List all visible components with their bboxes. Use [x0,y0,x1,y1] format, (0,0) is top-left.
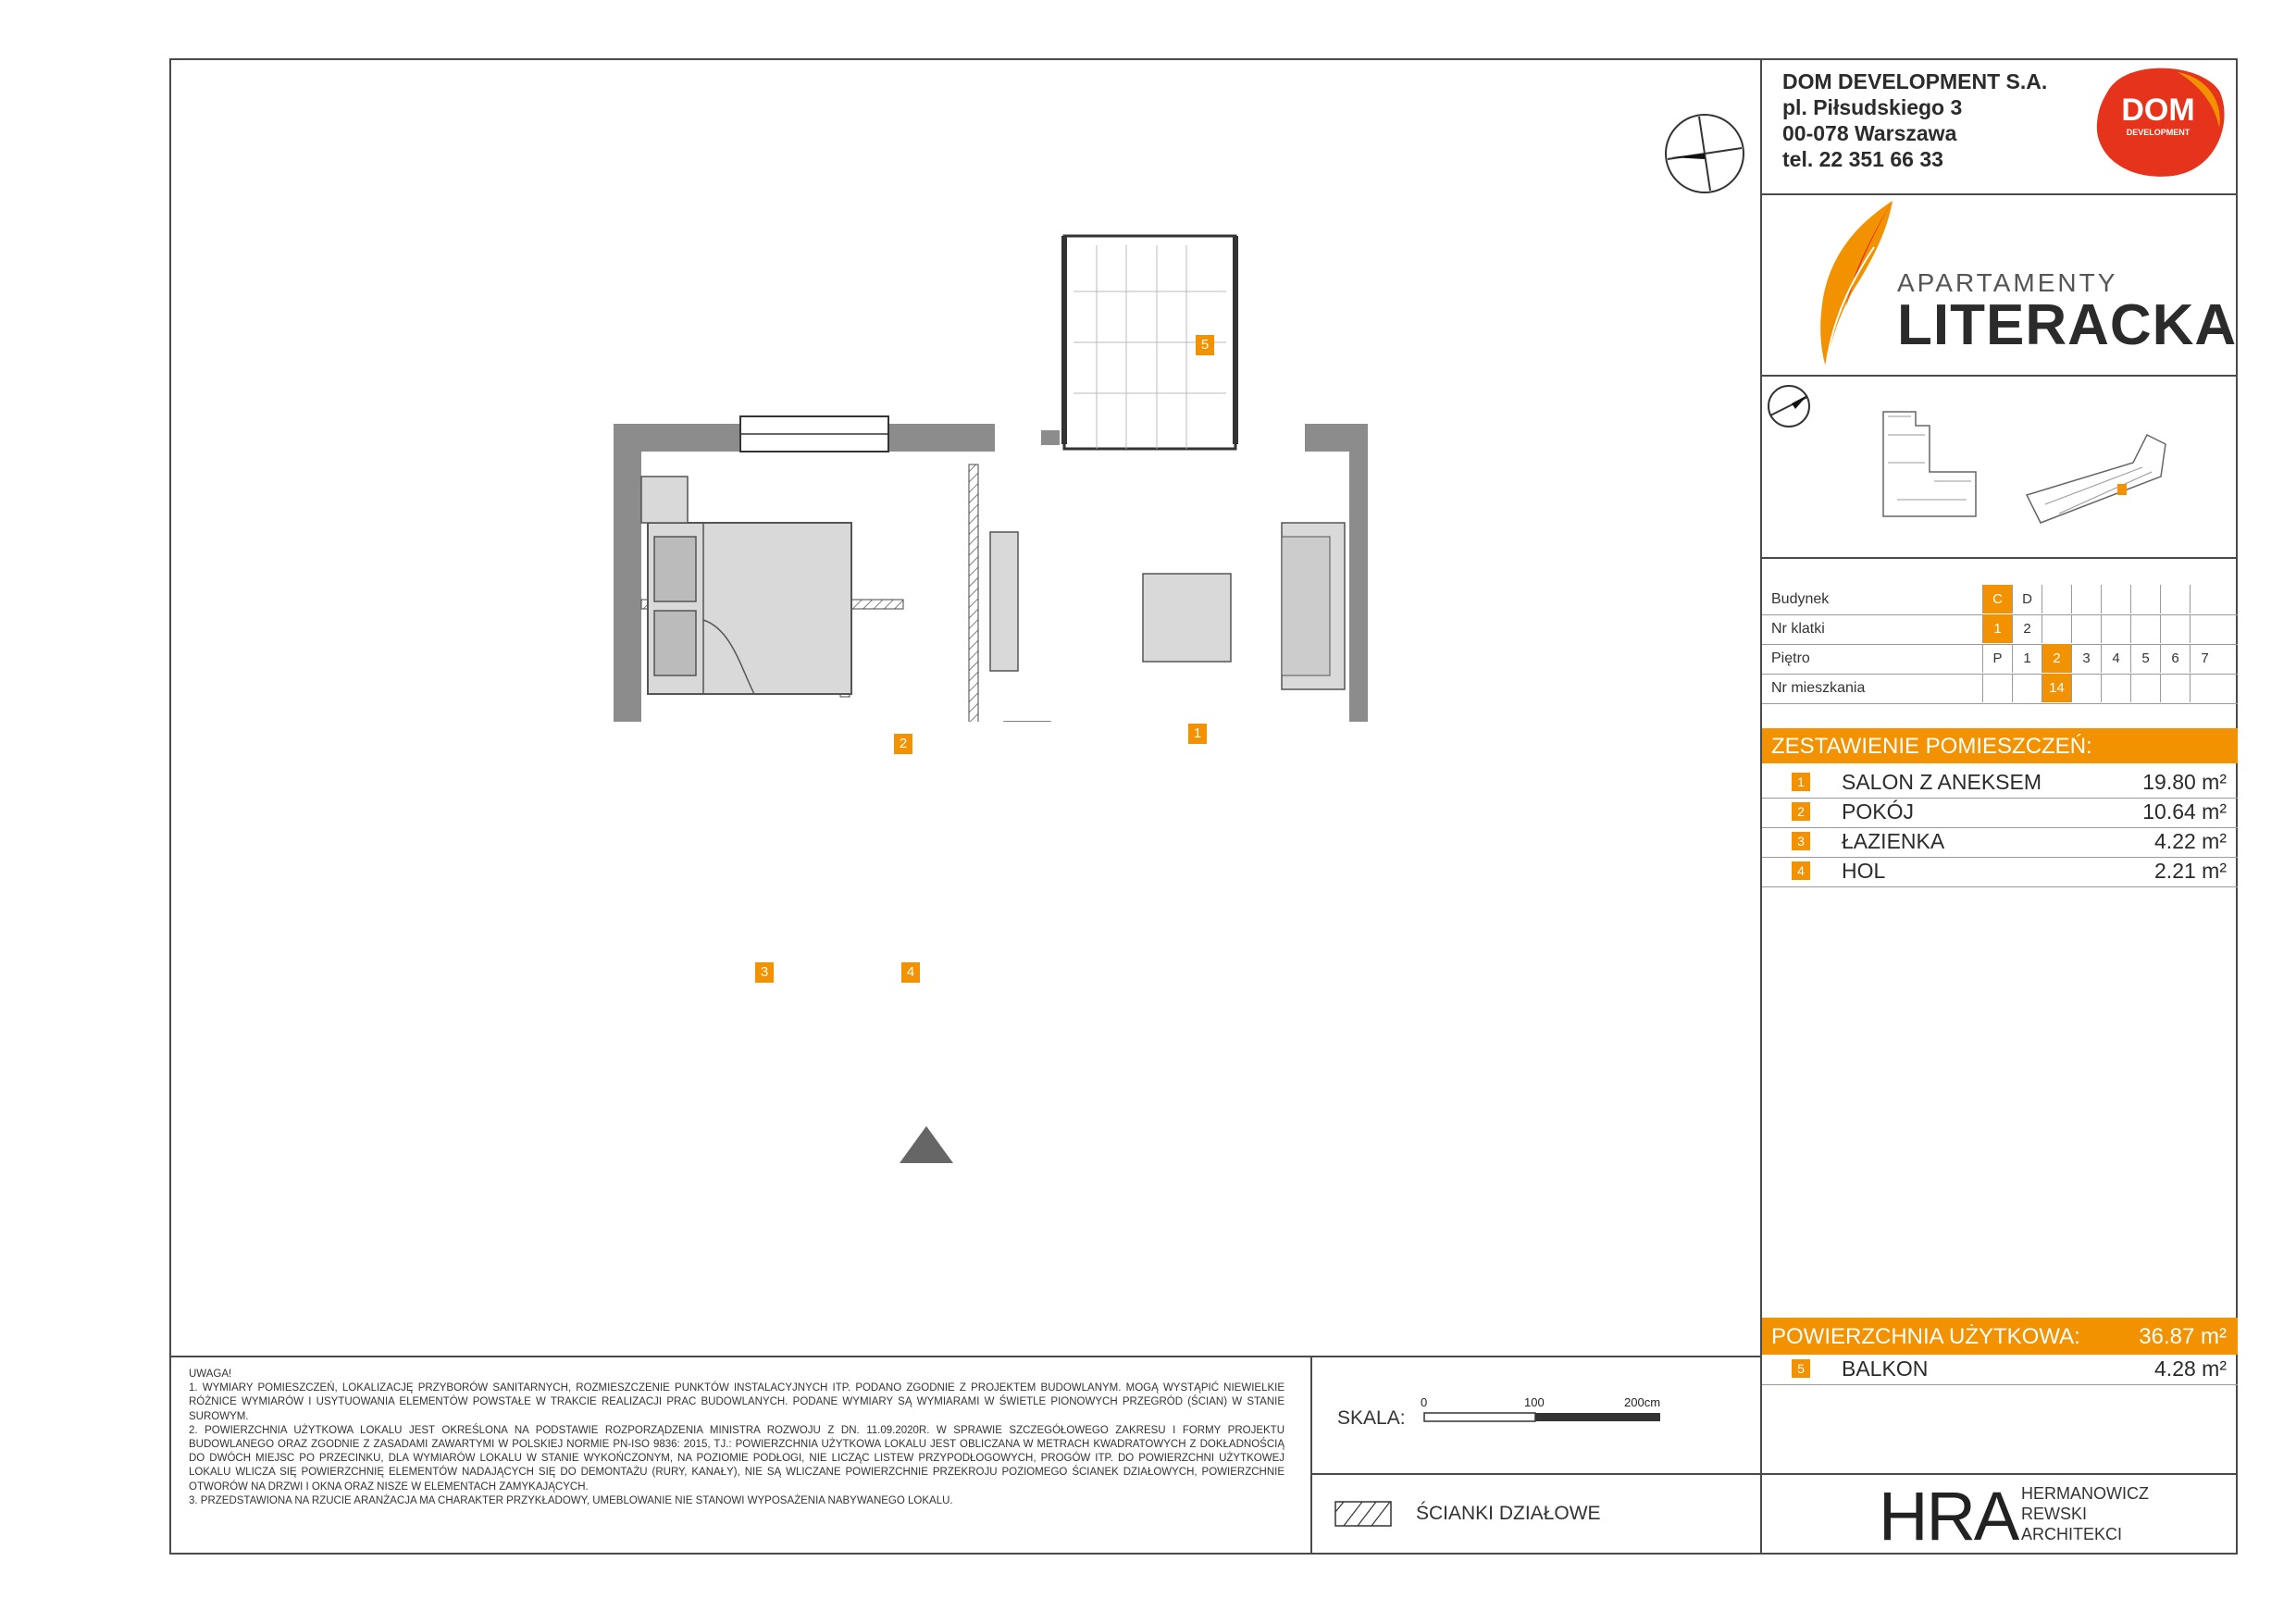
location-cell: 6 [2160,644,2190,673]
location-cell [2071,614,2101,643]
location-row [1762,674,2238,704]
rooms-header-label: ZESTAWIENIE POMIESZCZEŃ: [1771,734,2092,759]
architect-line2: REWSKI [2021,1505,2088,1523]
scale-tick-100: 100 [1524,1395,1545,1409]
location-cell: 1 [1982,614,2012,643]
usable-area-label: POWIERZCHNIA UŻYTKOWA: [1771,1324,2080,1349]
location-row [1762,644,2238,675]
location-cell: 3 [2071,644,2101,673]
nightstand [641,477,688,523]
building-keyplan-left [1879,407,1980,518]
entrance-marker-icon [898,1124,955,1166]
scale-label: SKALA: [1337,1407,1406,1429]
location-cell [2160,585,2190,613]
location-cell: 2 [2012,614,2042,643]
usable-area-value: 36.87 m² [2139,1324,2227,1349]
notes-title: UWAGA! [189,1369,232,1380]
project-title-line1: APARTAMENTY [1897,268,2118,297]
location-cell [2101,674,2130,702]
room-num: 1 [1792,773,1810,791]
balcony-divider [1760,1473,2238,1475]
coffee-table [1143,574,1231,662]
bed [648,523,851,694]
location-cell: 2 [2042,644,2071,673]
keyplan-divider [1760,557,2238,559]
location-cell: 4 [2101,644,2130,673]
scale-tick-200: 200cm [1624,1395,1661,1409]
location-row-label: Piętro [1771,650,1810,666]
location-cell [2190,614,2219,643]
note-3: 3. PRZEDSTAWIONA NA RZUCIE ARANŻACJA MA CHARAKTER PRZYKŁADOWY, UMEBLOWANIE NIE STANOWI WYPOSAŻENIA NABYWANEGO LOKALU. [189,1494,953,1506]
architect-mark: HRA [1879,1478,2018,1555]
notes-block [189,1368,1285,1508]
project-title-line2: LITERACKA [1897,293,2238,357]
company-name: DOM DEVELOPMENT S.A. [1782,69,2048,93]
balcony-row [1762,1355,2238,1385]
room-area: 19.80 m² [2142,770,2227,794]
location-cell: 7 [2190,644,2219,673]
note-1: 1. WYMIARY POMIESZCZEŃ, LOKALIZACJĘ PRZYBORÓW SANITARNYCH, ROZMIESZCZENIE PUNKTÓW INSTALACYJNYCH ITP. PODANO ZGODNIE Z PROJEKTEM BUDOWLANYM. MOGĄ WYSTĄPIĆ NIEWIELKIE RÓŻNICE WYMIARÓW I USYTUOWANIA ELEMENTÓW POWSTAŁE W TRAKCIE REALIZACJI PRAC BUDOWLANYCH. PODANE WYMIARY SĄ WYMIARAMI W ŚWIETLE PIONOWYCH PRZEGRÓD (ŚCIAN) W STANIE SUROWYM. [189,1382,1285,1422]
room-area: 2.21 m² [2154,859,2227,883]
architect-line3: ARCHITEKCI [2021,1525,2123,1543]
location-cell: 14 [2042,674,2071,702]
dom-development-logo [2090,63,2227,181]
company-info [1782,68,2047,172]
keyplan-north-icon [1766,383,1812,429]
partition-legend-label: ŚCIANKI DZIAŁOWE [1416,1503,1601,1524]
north-arrow-icon [1662,111,1747,196]
note-2: 2. POWIERZCHNIA UŻYTKOWA LOKALU JEST OKREŚLONA NA PODSTAWIE ROZPORZĄDZENIA MINISTRA ROZWOJU Z DN. 11.09.2020R. W SPRAWIE SZCZEGÓŁOWEGO ZAKRESU I FORMY PROJEKTU BUDOWLANEGO ORAZ ZGODNIE Z ZASADAMI ZAWARTYMI W POLSKIEJ NORMIE PN-ISO 9836: 2015, TJ.: POWIERZCHNIA UŻYTKOWA LOKALU JEST OBLICZANA W METRACH KWADRATOWYCH Z DOKŁADNOŚCIĄ DO DWÓCH MIEJSC PO PRZECINKU, DLA WYMIARÓW LOKALU W STANIE WYKOŃCZONYM, NA POZIOMIE PODŁOGI, NIE LICZĄC LISTEW PRZYPODŁOGOWYCH, PROGÓW ITP. DO POWIERZCHNI UŻYTKOWEJ LOKALU WLICZA SIĘ POWIERZCHNIĘ ELEMENTÓW NADAJĄCYCH SIĘ DO DEMONTAŻU (RURY, KANAŁY), NIE SĄ WLICZANE POWIERZCHNIE PRZEKROJU POZIOMEGO ŚCIANEK DZIAŁOWYCH, POWIERZCHNIE OTWORÓW NA DRZWI I OKNA ORAZ NISZE W ELEMENTACH ZAMYKAJĄCYCH. [189,1424,1285,1493]
feather-logo-icon [1809,196,1897,372]
balcony-num: 5 [1792,1359,1810,1378]
company-address-city: 00-078 Warszawa [1782,121,1957,145]
usable-area-bar [1762,1318,2238,1355]
location-cell: 5 [2130,644,2160,673]
company-address-street: pl. Piłsudskiego 3 [1782,95,1963,119]
location-cell [2130,674,2160,702]
room-num: 4 [1792,861,1810,880]
company-divider [1760,193,2238,195]
room-row [1762,827,2238,858]
rooms-header [1762,728,2238,763]
location-cell [1982,674,2012,702]
notes-divider [1310,1356,1312,1555]
scale-divider [1310,1473,1761,1475]
plan-label-3: 3 [755,962,774,983]
location-cell: 1 [2012,644,2042,673]
room-area: 10.64 m² [2142,799,2227,824]
location-row [1762,585,2238,615]
sofa [1282,523,1345,689]
balcony-name: BALKON [1842,1357,1929,1381]
plan-label-4: 4 [901,962,920,983]
footer-divider [169,1356,1761,1357]
company-phone: tel. 22 351 66 33 [1782,147,1943,171]
location-cell [2042,614,2071,643]
plan-label-5: 5 [1196,335,1214,355]
room-num: 2 [1792,802,1810,821]
location-cell [2101,614,2130,643]
location-row [1762,614,2238,645]
location-row-label: Budynek [1771,591,1830,607]
building-keyplan-right [2022,426,2170,527]
location-cell [2071,585,2101,613]
location-row-label: Nr mieszkania [1771,680,1866,696]
location-cell [2101,585,2130,613]
partition-legend-swatch [1334,1501,1392,1527]
room-name: HOL [1842,859,1886,883]
architect-logo [1879,1477,2175,1555]
location-cell [2160,614,2190,643]
plan-label-1: 1 [1188,724,1207,744]
dom-logo-subtext: DEVELOPMENT [2126,128,2191,137]
scale-bar [1423,1412,1664,1425]
location-cell: D [2012,585,2042,613]
room-row [1762,768,2238,799]
location-cell [2130,614,2160,643]
floor-plan [602,231,1434,722]
scale-tick-0: 0 [1421,1395,1428,1409]
architect-line1: HERMANOWICZ [2021,1484,2149,1503]
room-row [1762,798,2238,828]
location-cell [2190,585,2219,613]
room-row [1762,857,2238,887]
room-name: POKÓJ [1842,799,1914,824]
balcony-area: 4.28 m² [2154,1357,2227,1381]
tv-cabinet [990,532,1018,671]
room-num: 3 [1792,832,1810,850]
room-area: 4.22 m² [2154,829,2227,853]
plan-label-2: 2 [894,734,912,754]
room-name: ŁAZIENKA [1842,829,1945,853]
location-cell [2130,585,2160,613]
location-cell [2012,674,2042,702]
location-cell [2042,585,2071,613]
location-cell [2160,674,2190,702]
room-name: SALON Z ANEKSEM [1842,770,2042,794]
dom-logo-text: DOM [2121,93,2195,128]
project-divider [1760,375,2238,377]
location-cell [2071,674,2101,702]
location-cell [2190,674,2219,702]
unit-highlight [2117,484,2127,495]
location-cell: P [1982,644,2012,673]
location-row-label: Nr klatki [1771,621,1825,637]
location-cell: C [1982,585,2012,613]
